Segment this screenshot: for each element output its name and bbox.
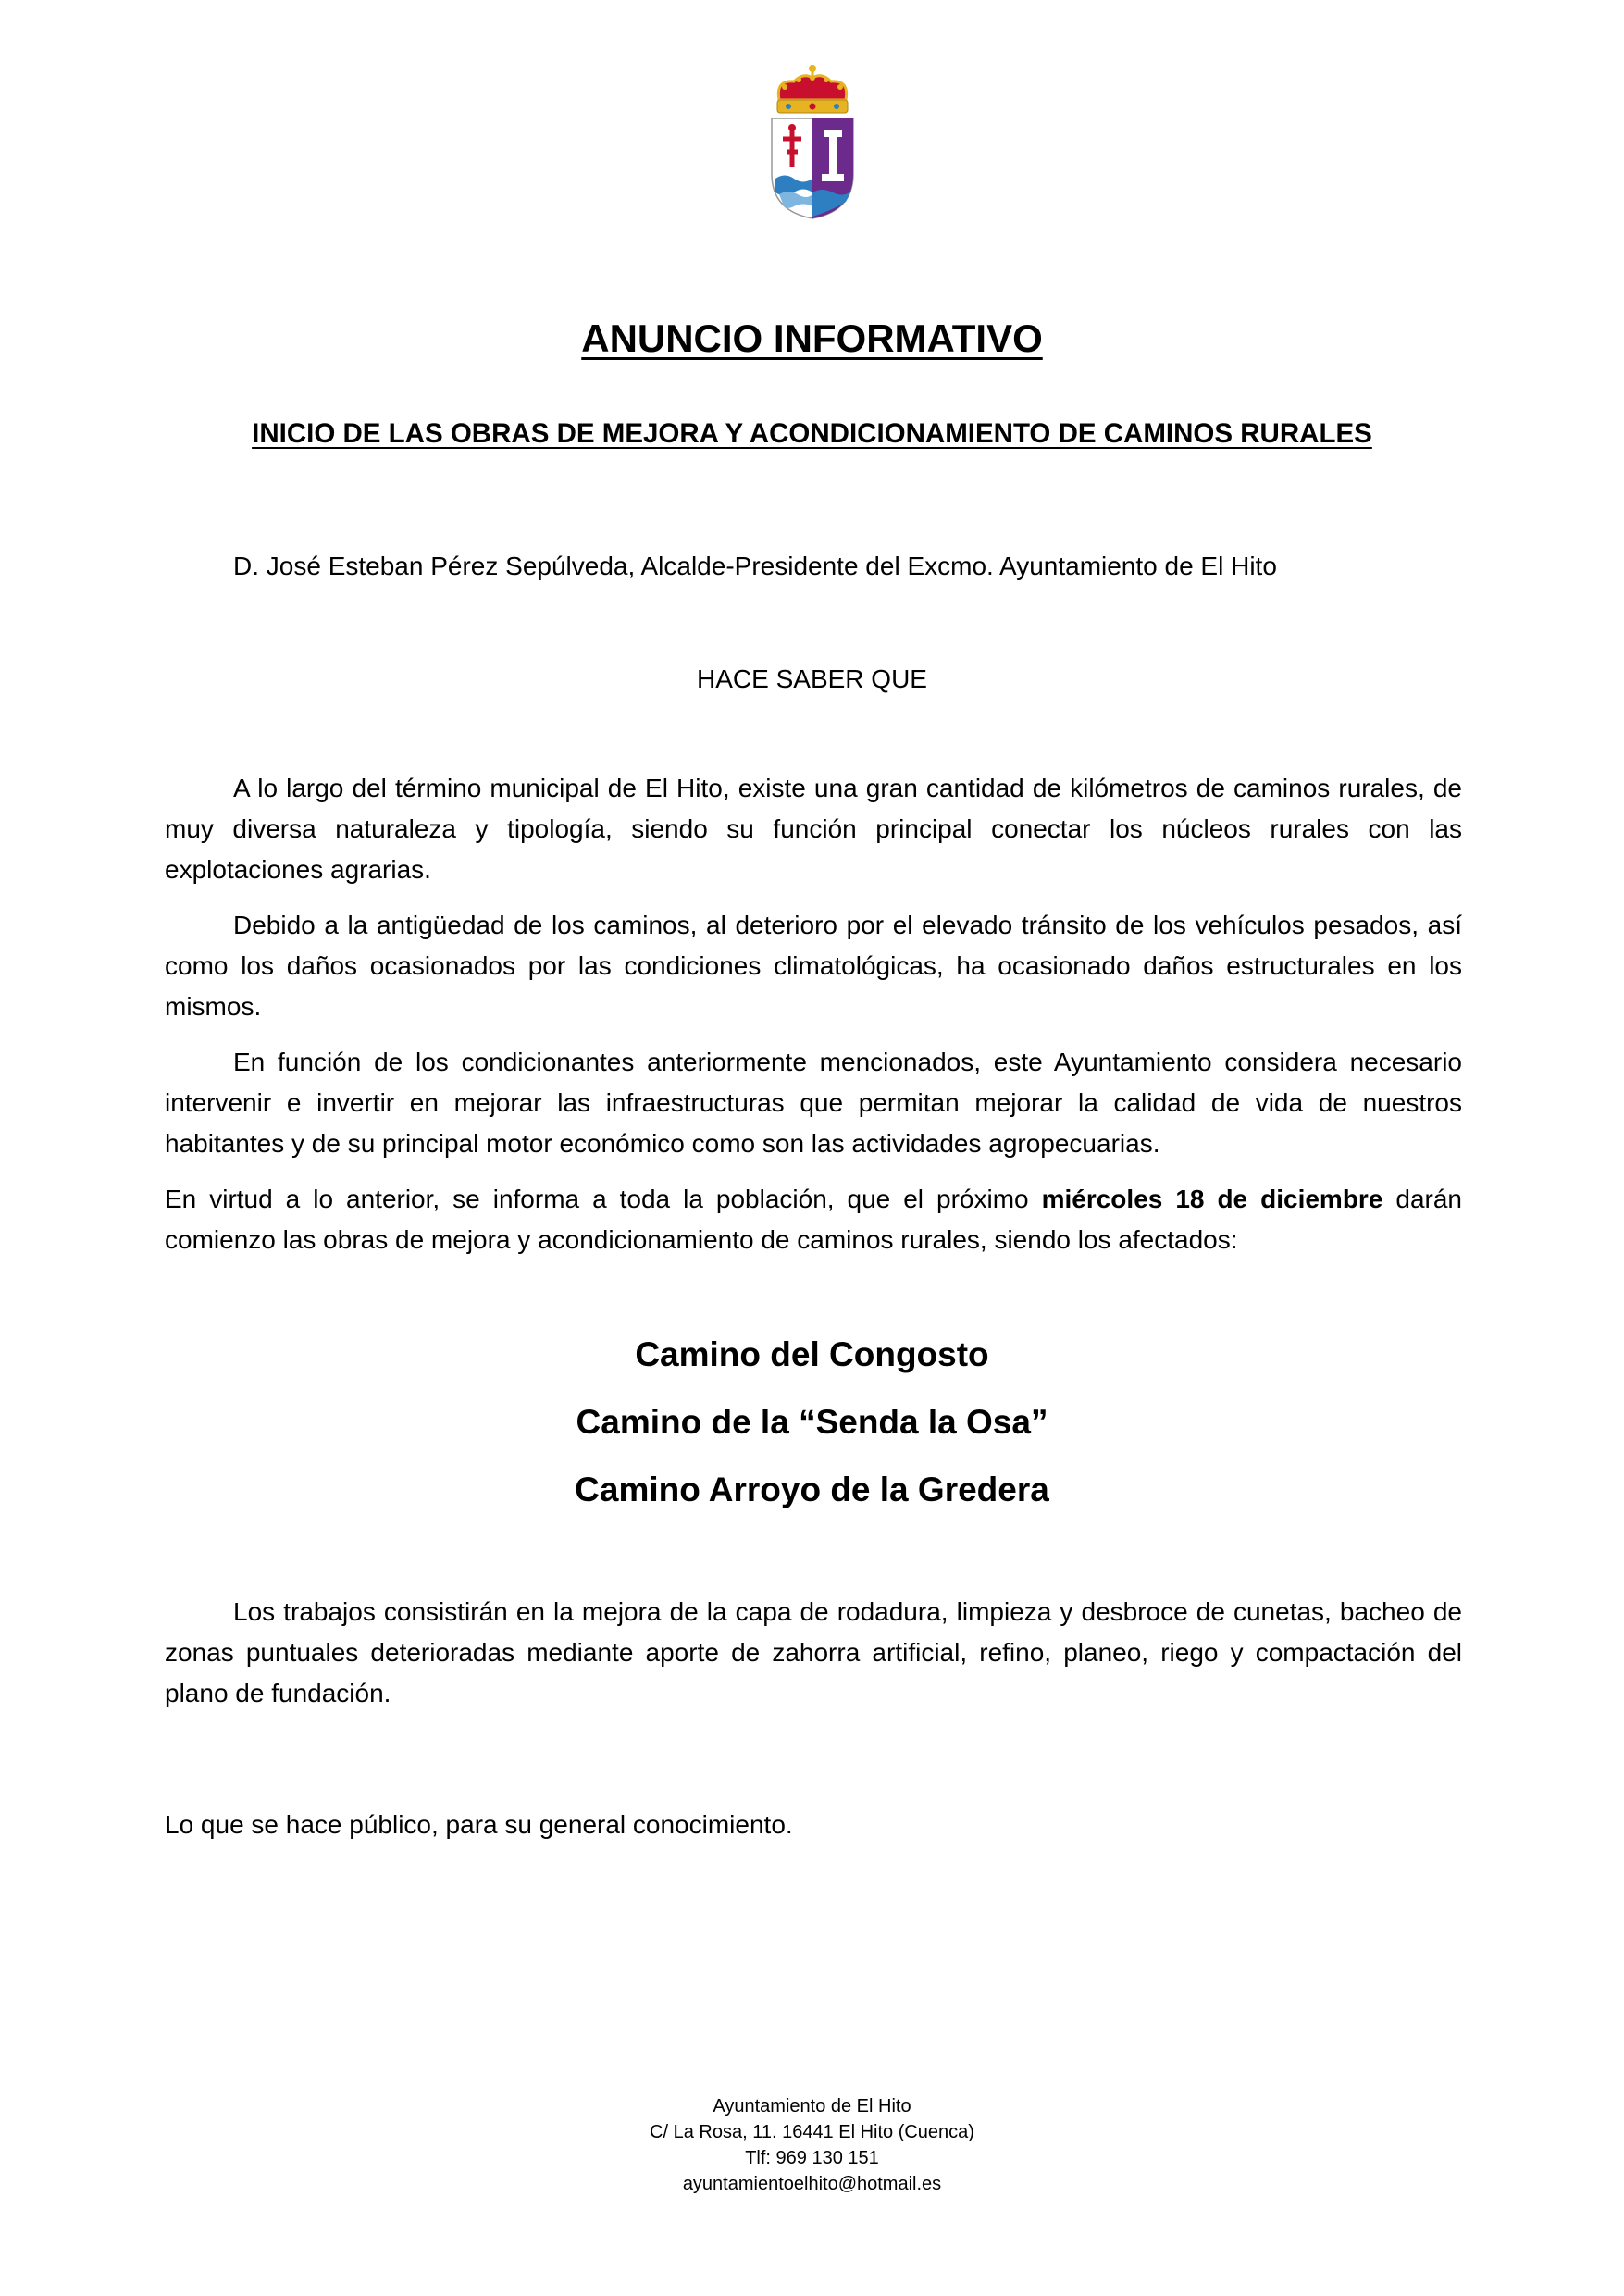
paragraph-4-end: darán comienzo las obras de mejora y acondicionamiento de caminos rurales, siendo los afectados: — [165, 1185, 1462, 1254]
closing-line: Lo que se hace público, para su general conocimiento. — [165, 1810, 793, 1839]
footer — [0, 2093, 1624, 2197]
paragraph-1: A lo largo del término municipal de El Hito, existe una gran cantidad de kilómetros de caminos rurales, de muy diversa naturaleza y tipología, siendo su función principal conectar los núcleos rurales con las explotaciones agrarias. — [165, 774, 1462, 884]
page-subtitle: INICIO DE LAS OBRAS DE MEJORA Y ACONDICIONAMIENTO DE CAMINOS RURALES — [252, 418, 1372, 449]
road-item: Camino del Congosto — [635, 1335, 989, 1373]
works-paragraph: Los trabajos consistirán en la mejora de la capa de rodadura, limpieza y desbroce de cunetas, bacheo de zonas puntuales deterioradas mediante aporte de zahorra artificial, refino, planeo, riego y compactación del plano de fundación. — [165, 1597, 1462, 1707]
paragraph-4 — [165, 1179, 1462, 1260]
page-title: ANUNCIO INFORMATIVO — [581, 316, 1043, 360]
works-description — [165, 1592, 1462, 1714]
mayor-line: D. José Esteban Pérez Sepúlveda, Alcalde-Presidente del Excmo. Ayuntamiento de El Hito — [233, 552, 1277, 580]
start-date: miércoles 18 de diciembre — [1041, 1185, 1383, 1213]
coat-of-arms-logo — [766, 63, 859, 220]
paragraph-3: En función de los condicionantes anteriormente mencionados, este Ayuntamiento considera necesario intervenir e invertir en mejorar las infraestructuras que permitan mejorar la calidad de vida de nuestros habitantes y de su principal motor económico como son las actividades agropecuarias. — [165, 1048, 1462, 1158]
shield-icon — [772, 118, 853, 218]
crown-icon — [777, 65, 848, 113]
announcement-body — [165, 768, 1462, 1275]
footer-address: C/ La Rosa, 11. 16441 El Hito (Cuenca) — [650, 2122, 974, 2142]
hace-saber-heading: HACE SABER QUE — [697, 664, 927, 693]
paragraph-2: Debido a la antigüedad de los caminos, al deterioro por el elevado tránsito de los vehículos pesados, así como los daños ocasionados por las condiciones climatológicas, ha ocasionado daños estructurales en los mismos. — [165, 911, 1462, 1021]
affected-roads-list — [0, 1329, 1624, 1532]
road-item: Camino de la “Senda la Osa” — [576, 1403, 1048, 1441]
footer-phone: Tlf: 969 130 151 — [745, 2148, 879, 2168]
paragraph-4-start: En virtud a lo anterior, se informa a toda la población, que el próximo — [165, 1185, 1042, 1213]
road-item: Camino Arroyo de la Gredera — [575, 1471, 1049, 1508]
footer-email: ayuntamientoelhito@hotmail.es — [682, 2174, 942, 2194]
footer-name: Ayuntamiento de El Hito — [713, 2096, 911, 2116]
